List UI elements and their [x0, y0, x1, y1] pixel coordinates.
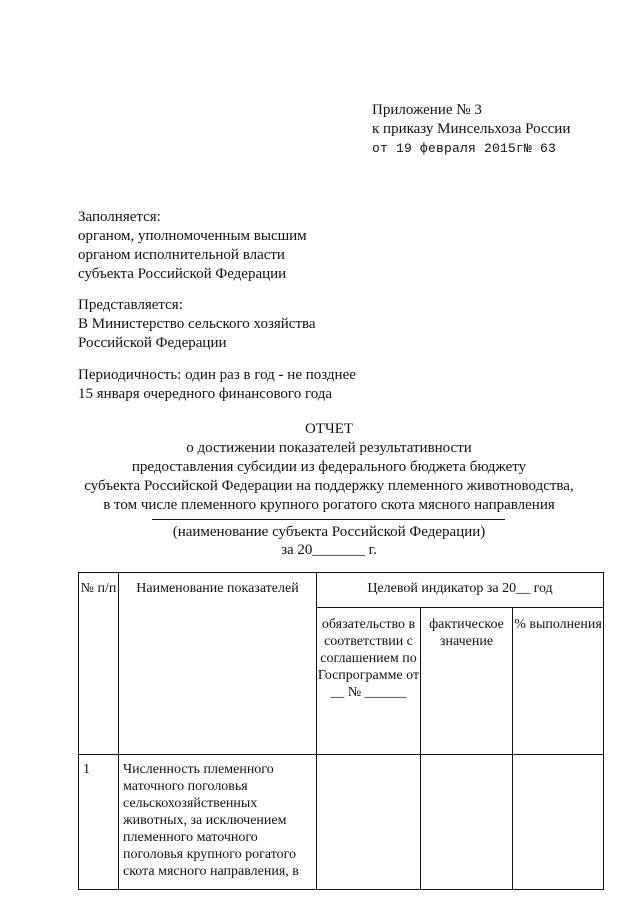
filled-by-line: органом, уполномоченным высшим [78, 228, 307, 244]
header-num: № п/п [79, 573, 119, 755]
report-subtitle-line: предоставления субсидии из федерального бюджета бюджету [131, 459, 527, 475]
appendix-header [372, 101, 632, 158]
filled-by-line: органом исполнительной власти [78, 247, 285, 263]
periodicity-block [78, 366, 398, 404]
subject-name-label: (наименование субъекта Российской Федерации) [172, 524, 486, 540]
report-subtitle-line: в том числе племенного крупного рогатого скота мясного направления [103, 497, 555, 513]
appendix-number: Приложение № 3 [372, 102, 482, 118]
row-percent-cell[interactable] [513, 755, 604, 890]
table-header-row [79, 573, 604, 608]
filled-by-line: субъекта Российской Федерации [78, 266, 287, 282]
header-percent: % выполнения [513, 608, 604, 755]
filled-by-block [78, 208, 378, 284]
header-name: Наименование показателей [119, 573, 317, 755]
submitted-to-line: Российской Федерации [78, 335, 227, 351]
header-obligation: обязательство в соответствии с соглашением по Госпрограмме от __ № ______ [317, 608, 421, 755]
subject-name-blank-line [152, 519, 505, 520]
row-num: 1 [79, 755, 119, 890]
header-target: Целевой индикатор за 20__ год [317, 573, 604, 608]
report-subtitle-line: о достижении показателей результативности [186, 440, 472, 456]
report-subtitle-line: субъекта Российской Федерации на поддержку племенного животноводства, [84, 478, 574, 494]
submitted-to-block [78, 296, 378, 353]
submitted-to-heading: Представляется: [78, 297, 183, 313]
header-actual: фактическое значение [421, 608, 513, 755]
row-name: Численность племенного маточного поголовья сельскохозяйственных животных, за исключением племенного маточного поголовья крупного рогатого скота мясного направления, в [119, 755, 317, 890]
row-actual-cell[interactable] [421, 755, 513, 890]
report-title-block [0, 420, 640, 515]
report-year-line: за 20_______ г. [281, 542, 377, 558]
periodicity-line: 15 января очередного финансового года [78, 386, 333, 402]
submitted-to-line: В Министерство сельского хозяйства [78, 316, 316, 332]
appendix-order: к приказу Минсельхоза России [372, 121, 571, 137]
filled-by-heading: Заполняется: [78, 209, 161, 225]
report-title: ОТЧЕТ [304, 421, 354, 437]
row-obligation-cell[interactable] [317, 755, 421, 890]
table-row [79, 755, 604, 890]
appendix-date: от 19 февраля 2015г№ 63 [372, 141, 557, 156]
periodicity-line: Периодичность: один раз в год - не позднее [78, 367, 356, 383]
indicators-table [78, 572, 604, 890]
